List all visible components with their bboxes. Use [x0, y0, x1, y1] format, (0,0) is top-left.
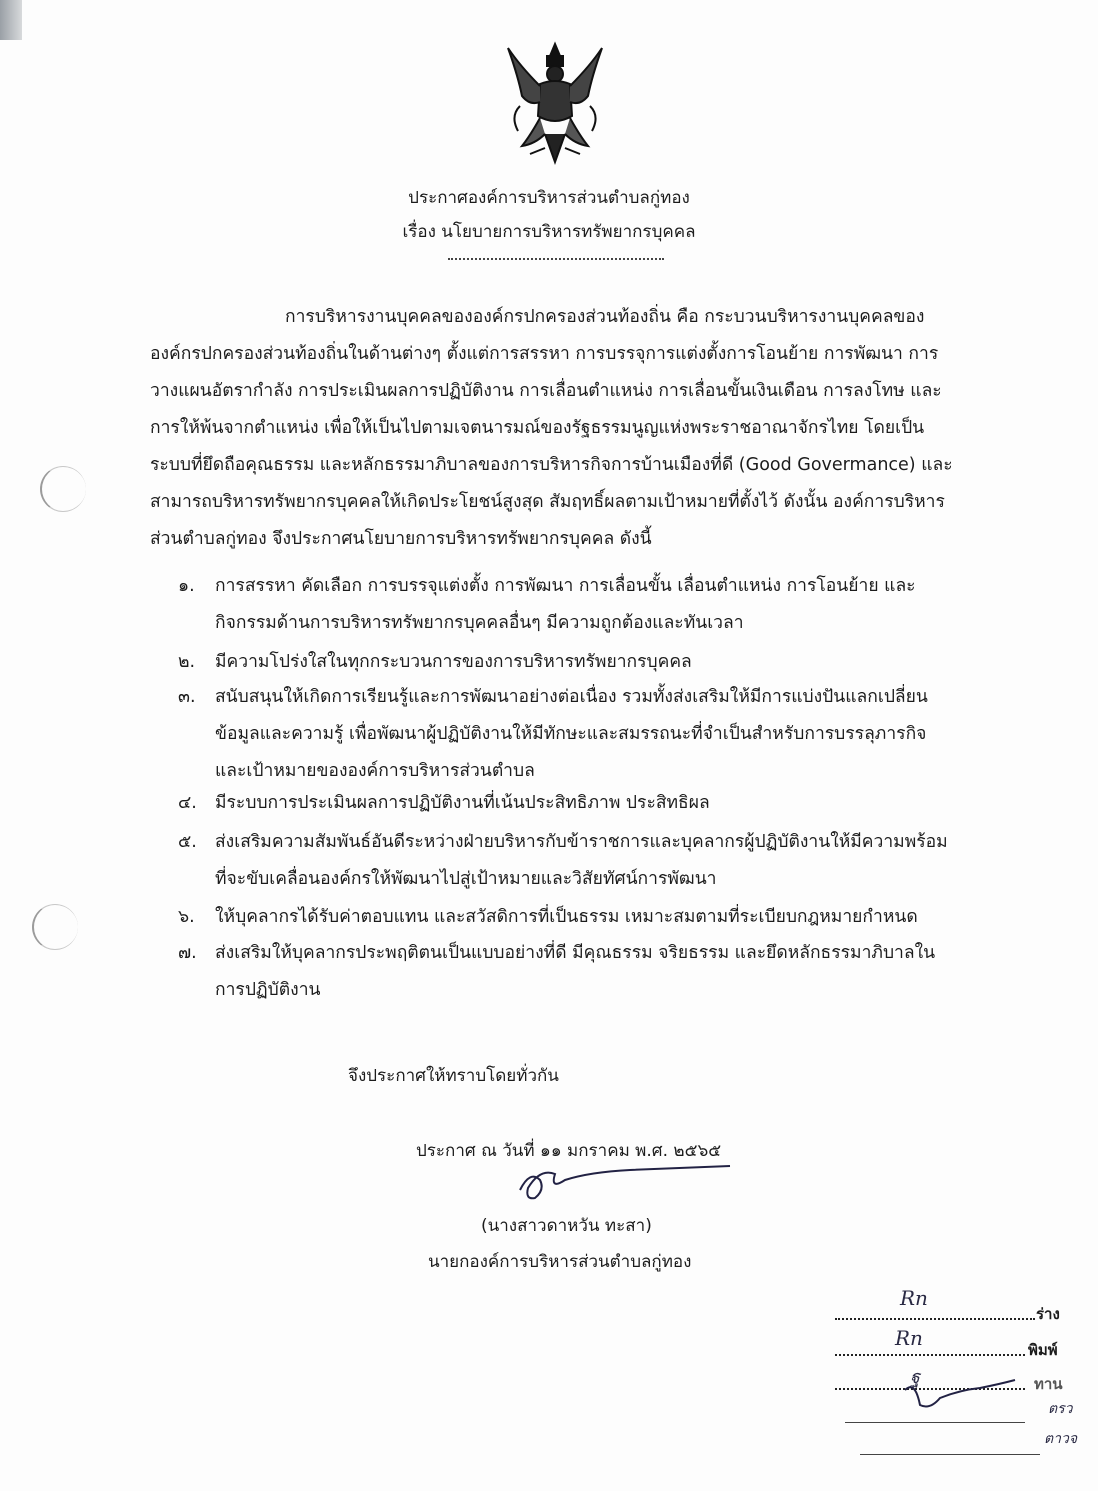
stamp-typed-label: พิมพ์ [1028, 1341, 1058, 1359]
list-item-text: กิจกรรมด้านการบริหารทรัพยากรบุคคลอื่นๆ มีความถูกต้องและทันเวลา [215, 613, 744, 633]
stamp-draft-label: ร่าง [1036, 1305, 1060, 1323]
signer-title: นายกองค์การบริหารส่วนตำบลกู่ทอง [428, 1252, 692, 1272]
list-item-number: ๑. [178, 576, 195, 596]
stamp-proofread-label: ทาน [1034, 1375, 1063, 1393]
intro-line: สามารถบริหารทรัพยากรบุคคลให้เกิดประโยชน์สูงสุด สัมฤทธิ์ผลตามเป้าหมายที่ตั้งไว้ ดังนั้น องค์การบริหาร [150, 492, 945, 512]
signer-name: (นางสาวดาหวัน ทะสา) [481, 1216, 652, 1236]
signature-image [510, 1160, 740, 1210]
handwritten-note: ตรว [1048, 1401, 1073, 1417]
announcement-date: ประกาศ ณ วันที่ ๑๑ มกราคม พ.ศ. ๒๕๖๕ [416, 1141, 722, 1161]
list-item-number: ๖. [178, 907, 195, 927]
handwritten-note: ตาวจ [1044, 1431, 1078, 1447]
title-separator [448, 258, 664, 260]
intro-line: ส่วนตำบลกู่ทอง จึงประกาศนโยบายการบริหารทรัพยากรบุคคล ดังนี้ [150, 529, 652, 549]
punch-hole-icon [40, 466, 86, 512]
list-item-text: การสรรหา คัดเลือก การบรรจุแต่งตั้ง การพัฒนา การเลื่อนขั้น เลื่อนตำแหน่ง การโอนย้าย และ [215, 576, 916, 596]
list-item-text: ข้อมูลและความรู้ เพื่อพัฒนาผู้ปฏิบัติงานให้มีทักษะและสมรรถนะที่จำเป็นสำหรับการบรรลุภารกิจ [215, 724, 927, 744]
intro-line: การบริหารงานบุคคลขององค์กรปกครองส่วนท้องถิ่น คือ กระบวนบริหารงานบุคคลของ [285, 307, 925, 327]
initials-mark: ฐ [910, 1367, 920, 1388]
punch-hole-icon [32, 904, 78, 950]
initials-mark: Rn [895, 1326, 923, 1350]
intro-line: องค์กรปกครองส่วนท้องถิ่นในด้านต่างๆ ตั้งแต่การสรรหา การบรรจุการแต่งตั้งการโอนย้าย การพัฒนา การ [150, 344, 939, 364]
list-item-number: ๓. [178, 687, 196, 707]
announcement-subject: เรื่อง นโยบายการบริหารทรัพยากรบุคคล [402, 222, 696, 242]
list-item-text: มีความโปร่งใสในทุกกระบวนการของการบริหารทรัพยากรบุคคล [215, 652, 692, 672]
list-item-number: ๔. [178, 793, 197, 813]
list-item-text: มีระบบการประเมินผลการปฏิบัติงานที่เน้นประสิทธิภาพ ประสิทธิผล [215, 793, 710, 813]
list-item-text: สนับสนุนให้เกิดการเรียนรู้และการพัฒนาอย่างต่อเนื่อง รวมทั้งส่งเสริมให้มีการแบ่งปันแลกเปลี่ยน [215, 687, 928, 707]
garuda-emblem-icon [500, 36, 610, 166]
intro-line: ระบบที่ยึดถือคุณธรรม และหลักธรรมาภิบาลของการบริหารกิจการบ้านเมืองที่ดี (Good Govermance) และ [150, 455, 953, 475]
list-item-text: ให้บุคลากรได้รับค่าตอบแทน และสวัสดิการที่เป็นธรรม เหมาะสมตามที่ระเบียบกฎหมายกำหนด [215, 907, 918, 927]
intro-line: การให้พ้นจากตำแหน่ง เพื่อให้เป็นไปตามเจตนารมณ์ของรัฐธรรมนูญแห่งพระราชอาณาจักรไทย โดยเป็น [150, 418, 925, 438]
intro-line: วางแผนอัตรากำลัง การประเมินผลการปฏิบัติงาน การเลื่อนตำแหน่ง การเลื่อนขั้นเงินเดือน การลงโทษ และ [150, 381, 942, 401]
list-item-text: และเป้าหมายขององค์การบริหารส่วนตำบล [215, 761, 535, 781]
list-item-text: ส่งเสริมให้บุคลากรประพฤติตนเป็นแบบอย่างที่ดี มีคุณธรรม จริยธรรม และยึดหลักธรรมาภิบาลใน [215, 943, 936, 963]
initials-mark: Rn [900, 1286, 928, 1310]
closing-announcement: จึงประกาศให้ทราบโดยทั่วกัน [348, 1066, 559, 1086]
list-item-number: ๗. [178, 943, 197, 963]
scan-edge [0, 0, 22, 40]
list-item-text: ที่จะขับเคลื่อนองค์กรให้พัฒนาไปสู่เป้าหมายและวิสัยทัศน์การพัฒนา [215, 869, 717, 889]
announcement-title: ประกาศองค์การบริหารส่วนตำบลกู่ทอง [408, 188, 690, 208]
list-item-text: ส่งเสริมความสัมพันธ์อันดีระหว่างฝ่ายบริหารกับข้าราชการและบุคลากรผู้ปฏิบัติงานให้มีความพร้อม [215, 832, 948, 852]
list-item-text: การปฏิบัติงาน [215, 980, 321, 1000]
list-item-number: ๕. [178, 832, 197, 852]
list-item-number: ๒. [178, 652, 196, 672]
handwritten-signature-image [900, 1370, 1020, 1420]
